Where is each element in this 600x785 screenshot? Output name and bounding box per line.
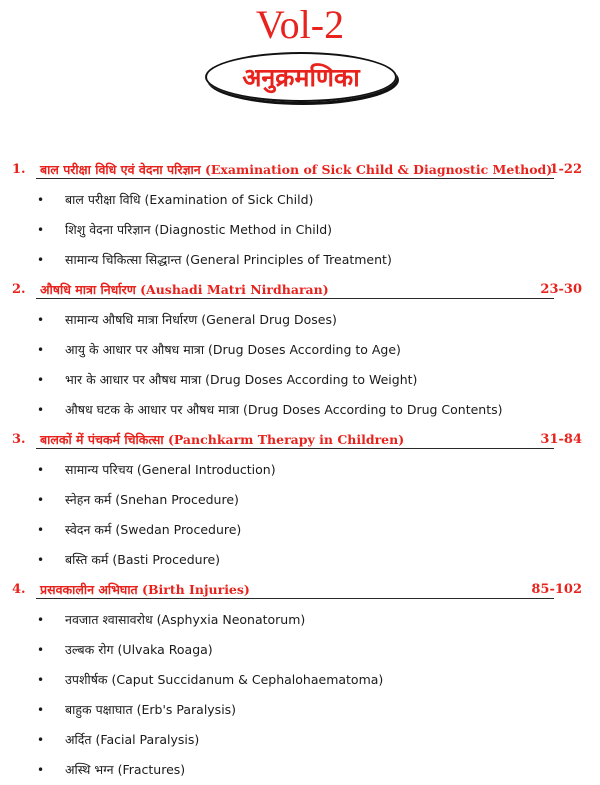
section-page-range: 31-84 [540, 432, 582, 447]
bullet-icon: • [37, 463, 45, 477]
bullet-icon: • [37, 553, 45, 567]
toc-list-item[interactable] [0, 365, 600, 395]
toc-list-item[interactable] [0, 455, 600, 485]
toc-list-item[interactable] [0, 245, 600, 275]
bullet-icon: • [37, 373, 45, 387]
bullet-icon: • [37, 343, 45, 357]
list-item-text: औषध घटक के आधार पर औषध मात्रा (Drug Doses According to Drug Contents) [65, 402, 503, 417]
section-number: 3. [12, 432, 26, 447]
toc-section-heading[interactable] [0, 275, 600, 305]
list-item-text: नवजात श्वासावरोध (Asphyxia Neonatorum) [65, 612, 306, 627]
bullet-icon: • [37, 643, 45, 657]
toc-list-item[interactable] [0, 605, 600, 635]
list-item-text: अस्थि भग्न (Fractures) [65, 762, 186, 777]
section-underline [36, 598, 554, 599]
bullet-icon: • [37, 253, 45, 267]
list-item-text: अर्दित (Facial Paralysis) [65, 732, 200, 747]
section-page-range: 85-102 [531, 582, 582, 597]
bullet-icon: • [37, 703, 45, 717]
bullet-icon: • [37, 523, 45, 537]
section-number: 4. [12, 582, 26, 597]
toc-list-item[interactable] [0, 695, 600, 725]
bullet-icon: • [37, 223, 45, 237]
list-item-text: उल्बक रोग (Ulvaka Roaga) [65, 642, 213, 657]
list-item-text: स्नेहन कर्म (Snehan Procedure) [65, 492, 239, 507]
list-item-text: बाल परीक्षा विधि (Examination of Sick Child) [65, 192, 314, 207]
bullet-icon: • [37, 763, 45, 777]
bullet-icon: • [37, 613, 45, 627]
list-item-text: भार के आधार पर औषध मात्रा (Drug Doses According to Weight) [65, 372, 418, 387]
toc-section-heading[interactable] [0, 575, 600, 605]
list-item-text: बाहुक पक्षाघात (Erb's Paralysis) [65, 702, 237, 717]
list-item-text: सामान्य औषधि मात्रा निर्धारण (General Drug Doses) [65, 312, 337, 327]
section-underline [36, 448, 554, 449]
section-page-range: 23-30 [540, 282, 582, 297]
toc-list-item[interactable] [0, 215, 600, 245]
section-number: 2. [12, 282, 26, 297]
contents-title-badge [205, 52, 397, 102]
toc-list-item[interactable] [0, 635, 600, 665]
toc-list-item[interactable] [0, 545, 600, 575]
list-item-text: सामान्य परिचय (General Introduction) [65, 462, 276, 477]
volume-heading: Vol-2 [255, 2, 345, 47]
list-item-text: शिशु वेदना परिज्ञान (Diagnostic Method in Child) [65, 222, 333, 237]
section-title: प्रसवकालीन अभिघात (Birth Injuries) [40, 582, 250, 597]
section-underline [36, 298, 554, 299]
list-item-text: स्वेदन कर्म (Swedan Procedure) [65, 522, 242, 537]
bullet-icon: • [37, 313, 45, 327]
list-item-text: बस्ति कर्म (Basti Procedure) [65, 552, 221, 567]
toc-list-item[interactable] [0, 725, 600, 755]
section-number: 1. [12, 162, 26, 177]
list-item-text: सामान्य चिकित्सा सिद्धान्त (General Principles of Treatment) [65, 252, 392, 267]
list-item-text: उपशीर्षक (Caput Succidanum & Cephalohaematoma) [65, 672, 384, 687]
toc-list-item[interactable] [0, 395, 600, 425]
bullet-icon: • [37, 673, 45, 687]
toc-section-heading[interactable] [0, 425, 600, 455]
section-page-range: 1-22 [549, 162, 582, 177]
bullet-icon: • [37, 733, 45, 747]
toc-list-item[interactable] [0, 485, 600, 515]
section-title: औषधि मात्रा निर्धारण (Aushadi Matri Nirdharan) [40, 282, 329, 297]
list-item-text: आयु के आधार पर औषध मात्रा (Drug Doses According to Age) [65, 342, 401, 357]
bullet-icon: • [37, 493, 45, 507]
section-underline [36, 178, 554, 179]
contents-title: अनुक्रमणिका [242, 63, 360, 92]
toc-list-item[interactable] [0, 665, 600, 695]
toc-list-item[interactable] [0, 185, 600, 215]
bullet-icon: • [37, 403, 45, 417]
section-title: बाल परीक्षा विधि एवं वेदना परिज्ञान (Examination of Sick Child & Diagnostic Method) [40, 162, 553, 177]
toc-list-item[interactable] [0, 755, 600, 785]
section-title: बालकों में पंचकर्म चिकित्सा (Panchkarm Therapy in Children) [40, 432, 405, 447]
table-of-contents [0, 155, 600, 785]
toc-list-item[interactable] [0, 335, 600, 365]
toc-list-item[interactable] [0, 305, 600, 335]
bullet-icon: • [37, 193, 45, 207]
toc-list-item[interactable] [0, 515, 600, 545]
toc-section-heading[interactable] [0, 155, 600, 185]
